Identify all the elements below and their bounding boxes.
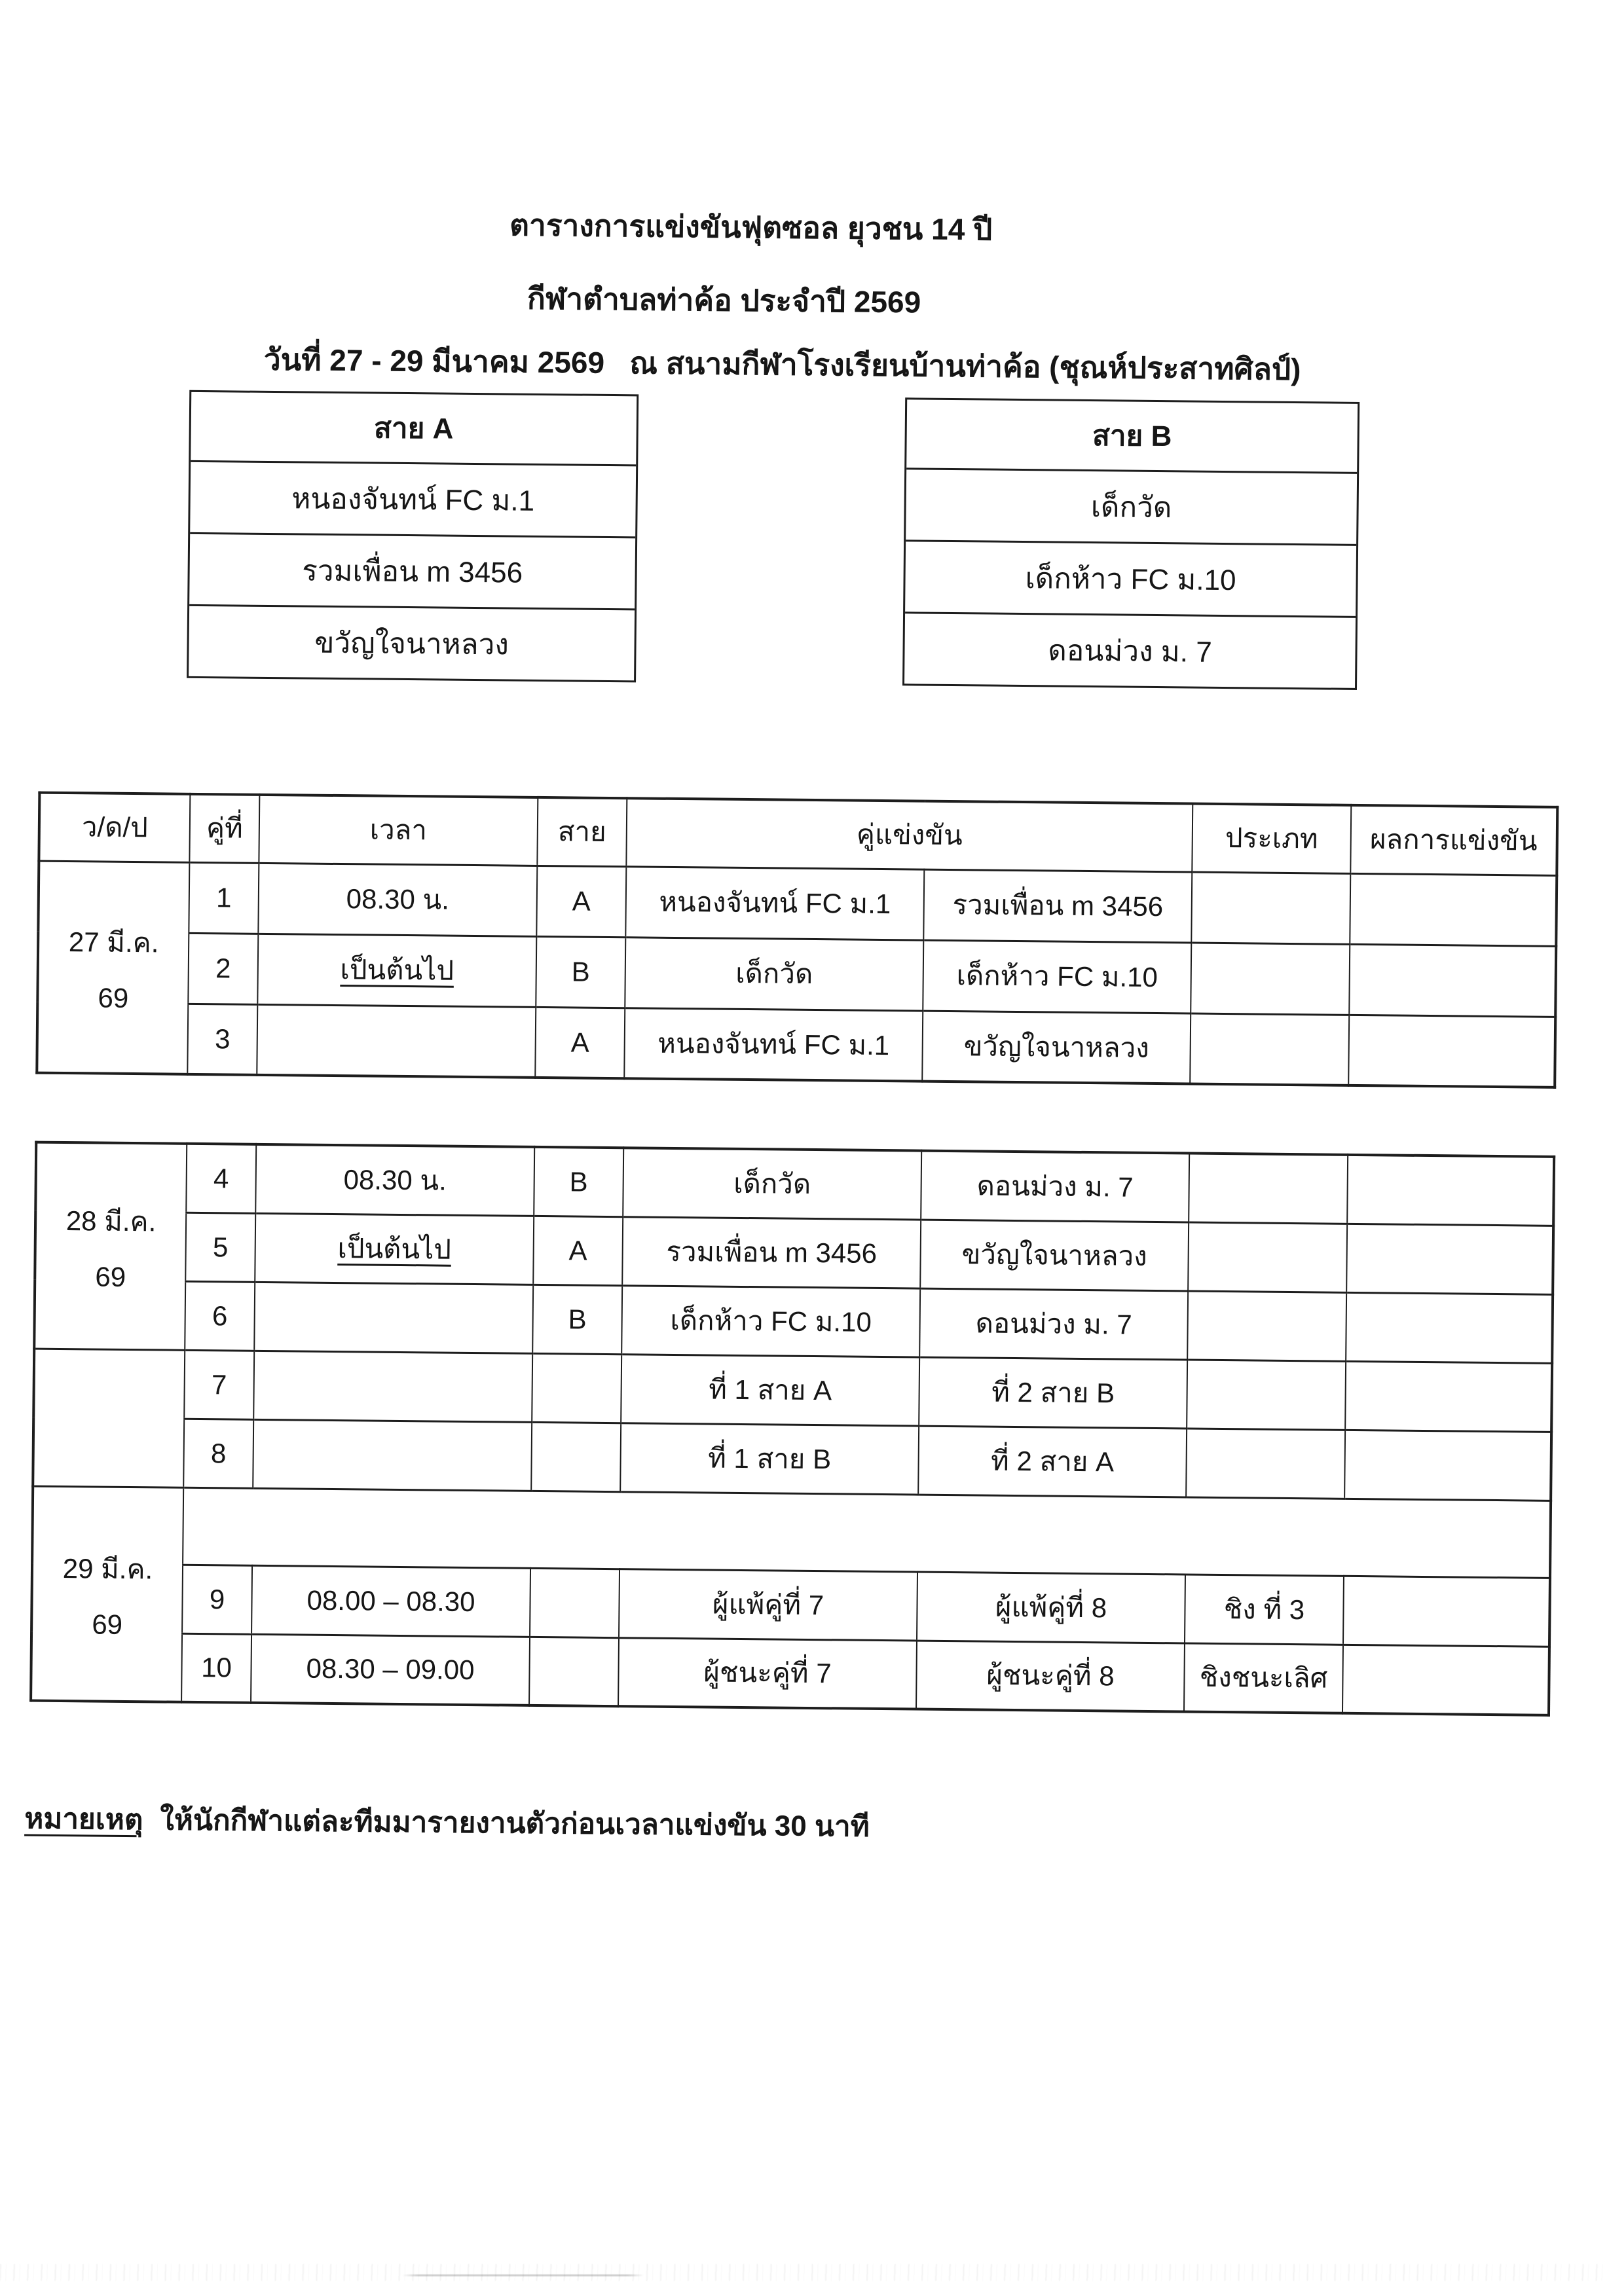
pair-cell: 8 (183, 1419, 253, 1488)
group-b-team-2: เด็กห้าว FC ม.10 (905, 539, 1356, 616)
pair-cell: 6 (185, 1281, 255, 1351)
result-cell (1346, 1224, 1553, 1294)
result-cell (1346, 1292, 1553, 1363)
date-line1: 29 มี.ค. (62, 1552, 153, 1585)
group-cell: B (534, 1147, 623, 1216)
category-cell (1187, 1360, 1346, 1430)
document-title-line1: ตารางการแข่งขันฟุตซอล ยุวชน 14 ปี (509, 208, 993, 247)
team2-cell: ที่ 2 สาย B (919, 1357, 1187, 1429)
date-line1: 27 มี.ค. (68, 926, 159, 958)
result-cell (1344, 1430, 1551, 1501)
group-a-team-1: หนองจันทน์ FC ม.1 (190, 460, 636, 537)
pair-cell: 3 (187, 1004, 257, 1075)
footnote-label: หมายเหตุ (24, 1802, 143, 1836)
header-group: สาย (537, 797, 627, 866)
group-b-team-3: ดอนม่วง ม. 7 (904, 611, 1356, 688)
time-cell: 08.00 – 08.30 (251, 1565, 530, 1637)
category-cell: ชิง ที่ 3 (1185, 1574, 1344, 1644)
table-row (37, 1002, 1555, 1087)
team2-cell: เด็กห้าว FC ม.10 (923, 940, 1191, 1013)
group-cell: A (535, 1007, 625, 1078)
header-match: คู่แข่งขัน (626, 798, 1193, 871)
schedule-table-day1 (35, 792, 1559, 1089)
category-cell (1187, 1291, 1346, 1361)
team2-cell: ขวัญใจนาหลวง (922, 1011, 1191, 1084)
team1-cell: หนองจันทน์ FC ม.1 (625, 866, 924, 939)
pair-cell: 5 (185, 1212, 255, 1282)
footnote (24, 1795, 870, 1849)
group-b-box (902, 397, 1359, 690)
group-cell (532, 1353, 621, 1423)
date-cell-day2 (34, 1142, 187, 1350)
group-cell (531, 1422, 621, 1491)
group-cell: B (536, 936, 625, 1008)
group-a-team-2: รวมเพื่อน m 3456 (189, 532, 635, 609)
pair-cell: 10 (181, 1633, 251, 1703)
result-cell (1342, 1645, 1549, 1715)
group-b-title: สาย B (1092, 420, 1172, 453)
team2-cell: ดอนม่วง ม. 7 (921, 1151, 1189, 1222)
result-cell (1347, 1155, 1554, 1226)
time-cell (253, 1351, 532, 1422)
time-cell: 08.30 – 09.00 (251, 1634, 530, 1705)
pair-cell: 9 (182, 1565, 252, 1634)
header-pair: คู่ที่ (189, 794, 259, 863)
result-cell (1345, 1361, 1552, 1432)
time-cell (254, 1282, 533, 1353)
time-cell: 08.30 น. (255, 1144, 534, 1216)
team1-cell: ที่ 1 สาย B (620, 1423, 919, 1494)
team1-cell: ที่ 1 สาย A (621, 1354, 919, 1425)
header-category: ประเภท (1192, 804, 1351, 873)
time-cell (257, 1004, 536, 1078)
date-line2: 69 (98, 982, 129, 1013)
date-cell-empty (33, 1349, 185, 1487)
time-cell: เป็นต้นไป (257, 934, 536, 1007)
team1-cell: ผู้แพ้คู่ที่ 7 (619, 1569, 917, 1640)
schedule-table-day2-3 (29, 1141, 1555, 1717)
team2-cell: ผู้ชนะคู่ที่ 8 (916, 1641, 1185, 1712)
team2-cell: ขวัญใจนาหลวง (920, 1220, 1189, 1291)
date-cell-day3 (31, 1486, 183, 1702)
group-b-team-1: เด็กวัด (906, 467, 1357, 544)
team1-cell: ผู้ชนะคู่ที่ 7 (618, 1637, 917, 1709)
category-cell (1188, 1222, 1347, 1292)
team1-cell: เด็กห้าว FC ม.10 (621, 1285, 920, 1357)
document-title-line2: กีฬาตำบลท่าค้อ ประจำปี 2569 (527, 281, 921, 319)
group-a-team-3: ขวัญใจนาหลวง (189, 604, 635, 681)
team2-cell: ผู้แพ้คู่ที่ 8 (917, 1572, 1185, 1643)
category-cell (1189, 1154, 1348, 1224)
category-cell (1186, 1428, 1345, 1498)
date-cell-day1 (37, 861, 189, 1074)
footnote-text: ให้นักกีฬาแต่ละทีมมารายงานตัวก่อนเวลาแข่งขัน 30 นาที (160, 1804, 870, 1843)
result-cell (1350, 873, 1557, 946)
team1-cell: เด็กวัด (625, 937, 923, 1010)
category-cell (1191, 872, 1350, 944)
time-cell: 08.30 น. (258, 863, 537, 936)
team1-cell: รวมเพื่อน m 3456 (622, 1216, 921, 1288)
date-line2: 69 (95, 1261, 126, 1292)
category-cell (1190, 1013, 1349, 1085)
result-cell (1348, 1015, 1555, 1087)
blank-merged-cell (183, 1487, 1551, 1578)
pair-cell: 4 (186, 1144, 256, 1213)
header-date: ว/ด/ป (39, 793, 190, 862)
result-cell (1349, 944, 1556, 1017)
group-a-box (187, 390, 638, 683)
team1-cell: เด็กวัด (623, 1148, 921, 1219)
date-line2: 69 (92, 1609, 123, 1640)
group-cell (529, 1637, 619, 1706)
time-cell (253, 1419, 532, 1491)
result-cell (1343, 1576, 1550, 1647)
pair-cell: 2 (188, 933, 258, 1004)
pair-cell: 1 (189, 862, 259, 934)
table-row (31, 1632, 1549, 1715)
group-a-title: สาย A (373, 412, 454, 445)
category-cell (1191, 943, 1350, 1015)
team1-cell: หนองจันทน์ FC ม.1 (624, 1008, 923, 1081)
date-line1: 28 มี.ค. (65, 1205, 157, 1237)
scanner-edge-artifact (0, 2264, 1609, 2281)
group-cell: A (536, 866, 626, 937)
team2-cell: ที่ 2 สาย A (918, 1426, 1187, 1497)
group-cell (530, 1568, 620, 1637)
group-cell: A (533, 1216, 623, 1285)
team2-cell: ดอนม่วง ม. 7 (919, 1288, 1188, 1360)
group-cell: B (532, 1285, 622, 1354)
table-row-blank (32, 1486, 1551, 1578)
time-cell: เป็นต้นไป (255, 1213, 534, 1285)
document-title-line3: วันที่ 27 - 29 มีนาคม 2569 ณ สนามกีฬาโรงเรียนบ้านท่าค้อ (ชุณห์ประสาทศิลป์) (263, 342, 1301, 387)
header-result: ผลการแข่งขัน (1350, 805, 1557, 875)
header-time: เวลา (259, 795, 538, 866)
category-cell: ชิงชนะเลิศ (1184, 1643, 1343, 1713)
pair-cell: 7 (184, 1350, 254, 1419)
team2-cell: รวมเพื่อน m 3456 (923, 869, 1192, 943)
